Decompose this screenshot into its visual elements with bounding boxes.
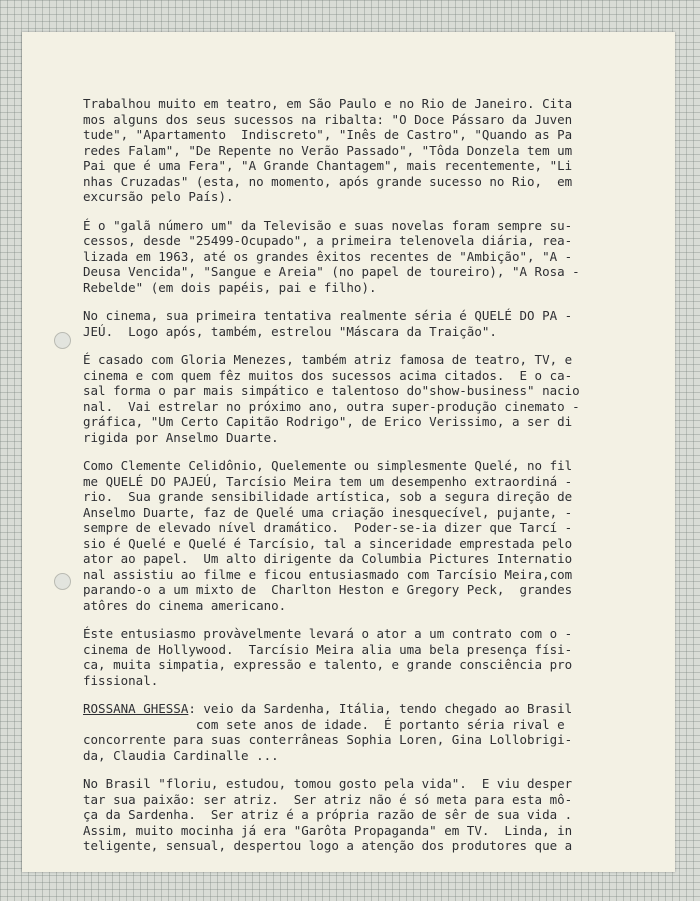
text-line: mos alguns dos seus sucessos na ribalta: "O Doce Pássaro da Juven: [83, 111, 573, 127]
text-line: JEÚ. Logo após, também, estrelou "Máscara da Traição".: [83, 323, 497, 339]
text-line: redes Falam", "De Repente no Verão Passado", "Tôda Donzela tem um: [83, 142, 573, 158]
text-line: Deusa Vencida", "Sangue e Areia" (no papel de toureiro), "A Rosa -: [83, 264, 580, 279]
paragraph: [83, 626, 623, 688]
text-line: sio é Quelé e Quelé é Tarcísio, tal a sinceridade emprestada pelo: [83, 535, 573, 551]
text-line: nal. Vai estrelar no próximo ano, outra super-produção cinemato -: [83, 398, 580, 414]
text-line: cinema e com quem fêz muitos dos sucessos acima citados. E o ca-: [83, 367, 573, 383]
text-line: rigida por Anselmo Duarte.: [83, 429, 279, 445]
text-line: sempre de elevado nível dramático. Poder-se-ia dizer que Tarcí -: [83, 520, 573, 535]
text-line: ca, muita simpatia, expressão e talento, e grande consciência pro: [83, 657, 573, 672]
text-line: tar sua paixão: ser atriz. Ser atriz não é só meta para esta mô-: [83, 791, 573, 807]
text-line: É o "galã número um" da Televisão e suas novelas foram sempre su-: [83, 217, 573, 233]
paragraph: [83, 776, 623, 854]
text-line: Trabalhou muito em teatro, em São Paulo e no Rio de Janeiro. Cita: [83, 96, 573, 111]
text-line: Éste entusiasmo provàvelmente levará o ator a um contrato com o -: [83, 626, 573, 641]
text-line: gráfica, "Um Certo Capitão Rodrigo", de Erico Verissimo, a ser di: [83, 414, 573, 429]
text-line: excursão pelo País).: [83, 189, 234, 204]
text-line: Rebelde" (em dois papéis, pai e filho).: [83, 279, 377, 295]
text-line: Anselmo Duarte, faz de Quelé uma criação inesquecível, pujante, -: [83, 504, 573, 520]
text-line: ator ao papel. Um alto dirigente da Columbia Pictures Internatio: [83, 551, 573, 566]
paragraph: [83, 96, 623, 205]
text-line: tude", "Apartamento Indiscreto", "Inês de Castro", "Quando as Pa: [83, 127, 573, 142]
name-heading: ROSSANA GHESSA: [83, 701, 189, 716]
text-line: ça da Sardenha. Ser atriz é a própria razão de sêr de sua vida .: [83, 807, 573, 822]
text-line: rio. Sua grande sensibilidade artística, sob a segura direção de: [83, 489, 573, 504]
text-line: me QUELÉ DO PAJEÚ, Tarcísio Meira tem um desempenho extraordiná -: [83, 473, 573, 489]
punch-hole-bottom: [54, 573, 71, 590]
text-line: nhas Cruzadas" (esta, no momento, após grande sucesso no Rio, em: [83, 173, 573, 189]
typewritten-text: [83, 96, 623, 867]
text-line: fissional.: [83, 672, 159, 688]
paragraph: [83, 352, 623, 445]
text-line: nal assistiu ao filme e ficou entusiasmado com Tarcísio Meira,com: [83, 566, 573, 582]
paragraph: [83, 308, 623, 339]
text-line: Como Clemente Celidônio, Quelemente ou simplesmente Quelé, no fil: [83, 458, 573, 473]
paragraph: [83, 458, 623, 613]
text-line: lizada em 1963, até os grandes êxitos recentes de "Ambição", "A -: [83, 248, 573, 264]
punch-hole-top: [54, 332, 71, 349]
text-line: teligente, sensual, despertou logo a atenção dos produtores que a: [83, 838, 573, 853]
text-line: com sete anos de idade. É portanto séria rival e: [83, 716, 565, 732]
text-line: parando-o a um mixto de Charlton Heston e Gregory Peck, grandes: [83, 582, 573, 597]
text-line: No Brasil "floriu, estudou, tomou gosto pela vida". E viu desper: [83, 776, 573, 791]
text-line: sal forma o par mais simpático e talentoso do"show-business" nacio: [83, 383, 580, 398]
text-line: No cinema, sua primeira tentativa realmente séria é QUELÉ DO PA -: [83, 308, 573, 323]
text-line: cinema de Hollywood. Tarcísio Meira alia uma bela presença físi-: [83, 641, 573, 657]
text-line: Pai que é uma Fera", "A Grande Chantagem", mais recentemente, "Li: [83, 158, 573, 173]
paragraph: [83, 218, 623, 296]
paragraph: [83, 701, 623, 763]
text-line: cessos, desde "25499-Ocupado", a primeira telenovela diária, rea-: [83, 233, 573, 248]
text-line: ROSSANA GHESSA: veio da Sardenha, Itália, tendo chegado ao Brasil: [83, 701, 573, 716]
text-line: da, Claudia Cardinalle ...: [83, 747, 279, 763]
text-line: atôres do cinema americano.: [83, 597, 287, 613]
text-line: Assim, muito mocinha já era "Garôta Propaganda" em TV. Linda, in: [83, 822, 573, 838]
text-line: É casado com Gloria Menezes, também atriz famosa de teatro, TV, e: [83, 352, 573, 367]
text-line: concorrente para suas conterrâneas Sophia Loren, Gina Lollobrigi-: [83, 732, 573, 747]
